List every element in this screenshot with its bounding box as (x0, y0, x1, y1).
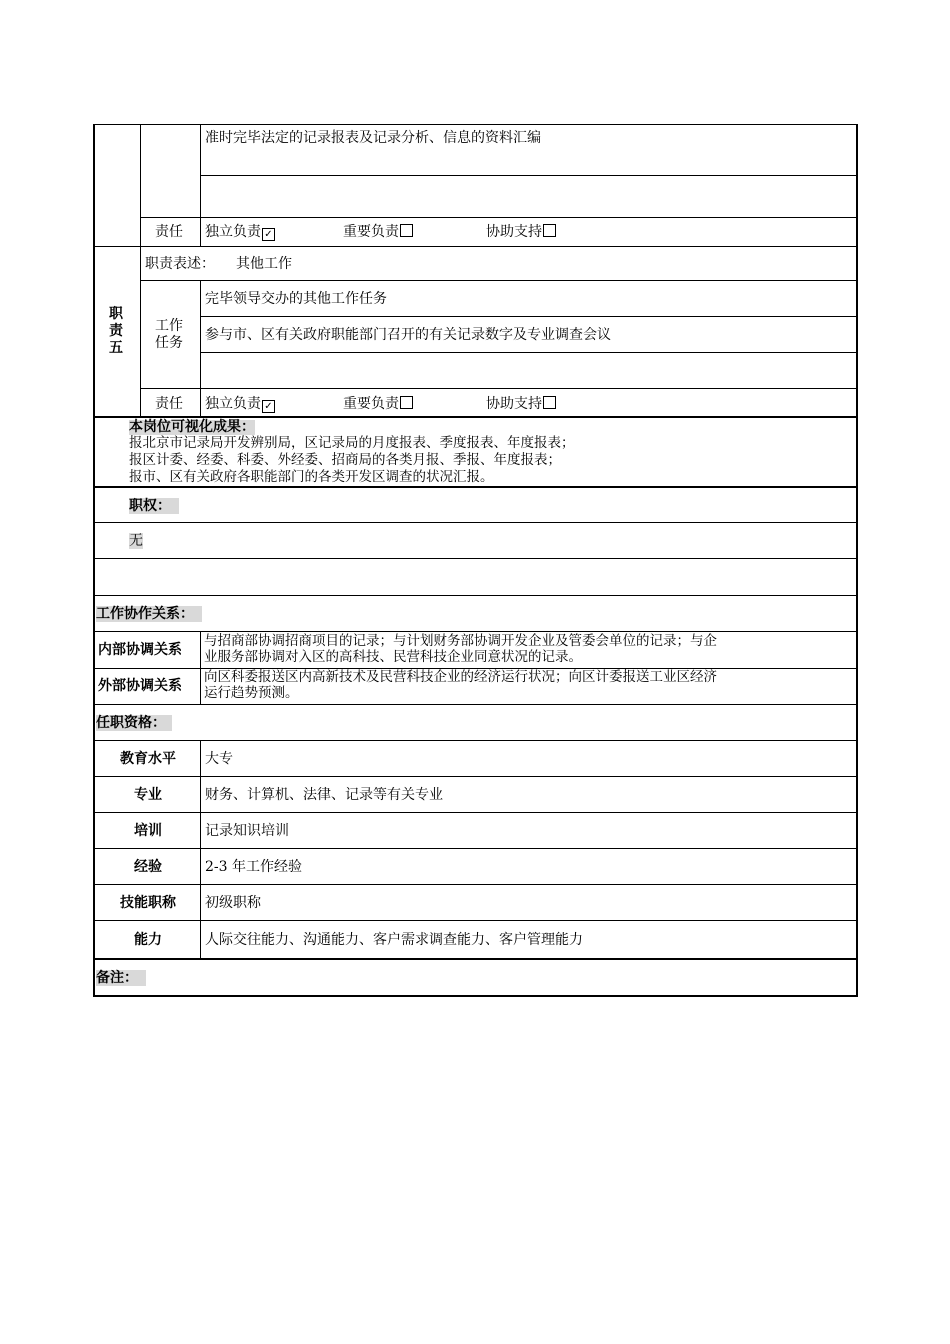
duty4-opt-important-label: 重要负责 (343, 224, 399, 240)
external-line1: 向区科委报送区内高新技术及民营科技企业的经济运行状况；向区计委报送工业区经济 (204, 669, 717, 685)
duty4-opt-independent[interactable] (205, 224, 275, 241)
duty5-task-line2: 参与市、区有关政府职能部门召开的有关记录数字及专业调查会议 (205, 327, 611, 343)
duty4-resp-label: 责任 (155, 224, 183, 240)
qual-value-training: 记录知识培训 (205, 823, 289, 839)
checkbox-empty-icon[interactable] (543, 224, 556, 237)
qual-value-major: 财务、计算机、法律、记录等有关专业 (205, 787, 443, 803)
external-line2: 运行趋势预测。 (204, 685, 299, 701)
duty4-opt-assist-label: 协助支持 (486, 224, 542, 240)
qual-value-experience: 2-3 年工作经验 (205, 859, 302, 875)
checkbox-empty-icon[interactable] (543, 396, 556, 409)
duty4-opt-independent-label: 独立负责 (205, 224, 261, 240)
qual-label-education: 教育水平 (120, 751, 176, 767)
duty4-opt-important[interactable] (343, 224, 413, 240)
duty5-opt-important[interactable] (343, 396, 413, 412)
qual-label-training: 培训 (134, 823, 162, 839)
duty5-opt-assist[interactable] (486, 396, 556, 412)
duty5-resp-label: 责任 (155, 396, 183, 412)
duty5-opt-assist-label: 协助支持 (486, 396, 542, 412)
checkbox-empty-icon[interactable] (400, 396, 413, 409)
duty5-side-label-2: 责 (109, 323, 123, 339)
duty5-desc-label: 职责表述： (145, 256, 215, 272)
qual-value-ability: 人际交往能力、沟通能力、客户需求调查能力、客户管理能力 (205, 932, 583, 948)
duty5-opt-independent-label: 独立负责 (205, 396, 261, 412)
remarks-title: 备注： (96, 970, 146, 986)
internal-line1: 与招商部协调招商项目的记录；与计划财务部协调开发企业及管委会单位的记录；与企 (204, 633, 717, 649)
internal-label: 内部协调关系 (98, 642, 182, 658)
collaboration-title: 工作协作关系： (96, 606, 202, 622)
duty4-opt-assist[interactable] (486, 224, 556, 240)
external-label: 外部协调关系 (98, 678, 182, 694)
checkbox-empty-icon[interactable] (400, 224, 413, 237)
outcomes-line2: 报区计委、经委、科委、外经委、招商局的各类月报、季报、年度报表； (129, 452, 561, 468)
qual-label-experience: 经验 (134, 859, 162, 875)
authority-value: 无 (129, 533, 143, 549)
duty5-task-label-2: 任务 (155, 335, 183, 351)
qual-label-major: 专业 (134, 787, 162, 803)
checkbox-checked-icon[interactable]: ✓ (262, 228, 275, 241)
qual-value-education: 大专 (205, 751, 233, 767)
duty5-task-line1: 完毕领导交办的其他工作任务 (205, 291, 387, 307)
duty5-task-label-1: 工作 (155, 318, 183, 334)
authority-title: 职权： (129, 498, 179, 514)
duty5-side-label-1: 职 (109, 306, 123, 322)
qual-value-title: 初级职称 (205, 895, 261, 911)
qualifications-title: 任职资格： (96, 715, 172, 731)
duty5-side-label-3: 五 (109, 340, 123, 356)
duty5-desc-value: 其他工作 (236, 256, 292, 272)
qual-label-ability: 能力 (134, 932, 162, 948)
duty4-task-line1: 准时完毕法定的记录报表及记录分析、信息的资料汇编 (205, 130, 541, 146)
outcomes-line1: 报北京市记录局开发辨别局，区记录局的月度报表、季度报表、年度报表； (129, 435, 575, 451)
duty5-opt-independent[interactable] (205, 396, 275, 413)
outcomes-title: 本岗位可视化成果： (129, 419, 255, 435)
duty5-opt-important-label: 重要负责 (343, 396, 399, 412)
internal-line2: 业服务部协调对入区的高科技、民营科技企业同意状况的记录。 (204, 649, 582, 665)
qual-label-title: 技能职称 (120, 895, 176, 911)
checkbox-checked-icon[interactable]: ✓ (262, 400, 275, 413)
outcomes-line3: 报市、区有关政府各职能部门的各类开发区调查的状况汇报。 (129, 469, 494, 485)
